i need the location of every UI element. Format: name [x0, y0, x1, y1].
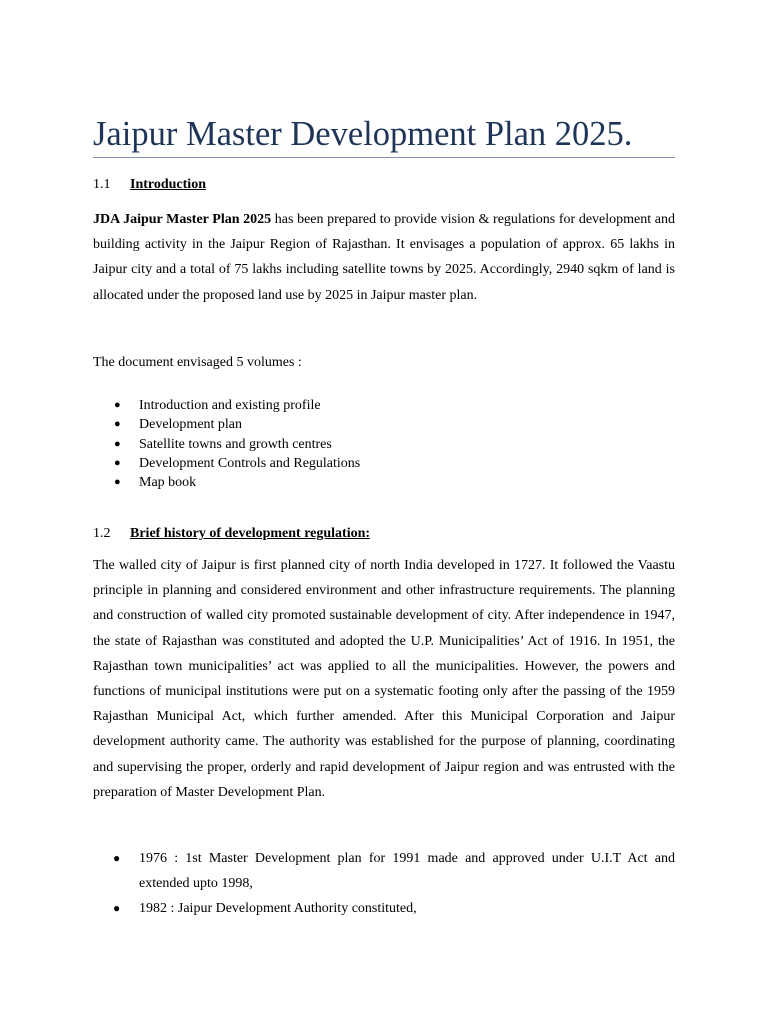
section-number: 1.2	[93, 526, 111, 541]
title-underline-rule	[93, 157, 675, 158]
bullet-icon: ●	[113, 851, 121, 865]
bullet-icon: ●	[114, 437, 121, 450]
bullet-icon: ●	[114, 456, 121, 469]
list-item: ● Satellite towns and growth centres	[93, 435, 675, 454]
section-number: 1.1	[93, 177, 111, 192]
document-title: Jaipur Master Development Plan 2025.	[93, 115, 633, 153]
list-item: ● Introduction and existing profile	[93, 396, 675, 415]
section-title: Brief history of development regulation:	[130, 526, 371, 541]
history-timeline-list	[93, 846, 675, 922]
volumes-list	[93, 396, 675, 492]
bullet-icon: ●	[114, 476, 121, 489]
section-heading-history	[93, 524, 675, 544]
section-heading-introduction	[93, 175, 675, 195]
section-title: Introduction	[130, 177, 206, 192]
bullet-icon: ●	[113, 901, 121, 916]
volumes-intro-paragraph: The document envisaged 5 volumes :	[93, 355, 302, 370]
list-item: ● Map book	[93, 473, 675, 492]
bullet-icon: ●	[114, 399, 121, 411]
list-item: ● Development plan	[93, 415, 675, 434]
list-item: ● 1982 : Jaipur Development Authority constituted,	[93, 896, 675, 921]
bullet-icon: ●	[114, 418, 121, 431]
intro-body-text: has been prepared to provide vision & regulations for development and building activity in the Jaipur Region of Rajasthan. It envisages a population of approx. 65 lakhs in Jaipur city and a total of 75 lakhs including satellite towns by 2025. Accordingly, 2940 sqkm of land is allocated under the proposed land use by 2025 in Jaipur master plan.	[93, 212, 675, 303]
intro-paragraph	[93, 207, 675, 308]
list-item: ● 1976 : 1st Master Development plan for 1991 made and approved under U.I.T Act and extended upto 1998,	[93, 846, 675, 896]
list-item: ● Development Controls and Regulations	[93, 454, 675, 473]
history-paragraph: The walled city of Jaipur is first planned city of north India developed in 1727. It followed the Vaastu principle in planning and considered environment and other infrastructure requirements. The planning and construction of walled city promoted sustainable development of city. After independence in 1947, the state of Rajasthan was constituted and adopted the U.P. Municipalities’ Act of 1916. In 1951, the Rajasthan town municipalities’ act was applied to all the municipalities. However, the powers and functions of municipal institutions were put on a systematic footing only after the passing of the 1959 Rajasthan Municipal Act, which further amended. After this Municipal Corporation and Jaipur development authority came. The authority was established for the purpose of planning, coordinating and supervising the proper, orderly and rapid development of Jaipur region and was entrusted with the preparation of Master Development Plan.	[93, 558, 675, 800]
intro-lead-text: JDA Jaipur Master Plan 2025	[93, 212, 272, 227]
